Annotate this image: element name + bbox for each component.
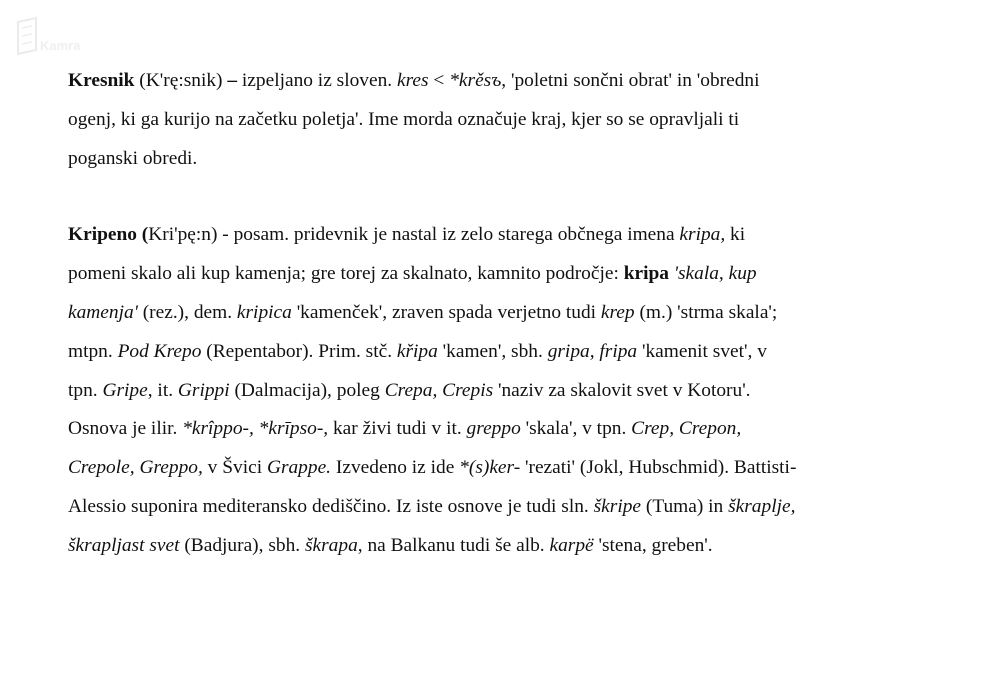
italic-run: 'skala, kup xyxy=(673,263,757,285)
entry-kripeno xyxy=(68,216,928,565)
text-run: (Dalmacija), poleg xyxy=(229,379,385,401)
bold-run: Kresnik xyxy=(68,70,135,91)
italic-run: škripe xyxy=(593,495,642,517)
text-run: izpeljano iz sloven. xyxy=(237,70,397,91)
italic-run: greppo xyxy=(466,418,521,440)
text-run: ki xyxy=(725,224,746,246)
text-line xyxy=(68,140,928,179)
text-run: Alessio suponira mediteransko dediščino. Iz iste osnove je tudi sln. xyxy=(68,495,594,517)
text-line xyxy=(68,255,928,294)
text-line xyxy=(68,527,928,566)
text-run: (Badjura), sbh. xyxy=(179,534,305,556)
text-run: , na Balkanu tudi še alb. xyxy=(357,534,550,556)
italic-run: škrapljast svet xyxy=(68,534,180,556)
italic-run: kripica xyxy=(236,301,292,323)
text-line xyxy=(68,372,928,411)
bold-run: Kripeno ( xyxy=(68,224,149,246)
italic-run: Crepole, Greppo, xyxy=(68,457,203,479)
italic-run: Grippi xyxy=(177,379,230,401)
text-line xyxy=(68,333,928,372)
text-run: 'rezati' (Jokl, Hubschmid). Battisti- xyxy=(520,457,797,479)
text-run: 'naziv za skalovit svet v Kotoru'. xyxy=(493,379,751,401)
italic-run: karpë xyxy=(549,534,594,556)
text-run: Kri'pę:n) - posam. pridevnik je nastal iz zelo starega občnega imena xyxy=(148,224,680,246)
text-run: pomeni skalo ali kup kamenja; gre torej za skalnato, kamnito področje: xyxy=(68,263,624,285)
text-run: kar živi tudi v it. xyxy=(328,418,467,440)
italic-run: Grappe. xyxy=(266,457,332,479)
text-line xyxy=(68,488,928,527)
entry-kresnik xyxy=(68,62,928,178)
text-run: Izvedeno iz ide xyxy=(331,457,460,479)
document-page xyxy=(68,62,928,566)
italic-run: *krîppo-, *krīpso-, xyxy=(182,418,329,440)
italic-run: kripa, xyxy=(679,224,726,246)
italic-run: Gripe xyxy=(102,379,148,401)
text-run: ogenj, ki ga kurijo na začetku poletja'. Ime morda označuje kraj, kjer so se opravljali ti xyxy=(68,108,740,130)
italic-run: kamenja' xyxy=(68,301,138,323)
text-line xyxy=(68,62,928,101)
italic-run: Crep, Crepon, xyxy=(631,418,742,440)
text-run: Osnova je ilir. xyxy=(68,418,183,440)
text-run: (K'rę:snik) xyxy=(134,70,228,91)
italic-run: škrapa xyxy=(304,534,358,556)
italic-run: *(s)ker- xyxy=(459,457,521,479)
bold-run: kripa xyxy=(623,263,669,285)
italic-run: křipa xyxy=(396,340,438,362)
text-run: (rez.), dem. xyxy=(137,301,237,323)
text-run: (m.) 'strma skala'; xyxy=(634,301,778,323)
text-run: tpn. xyxy=(68,379,103,401)
text-run: < xyxy=(428,70,450,91)
italic-run: kres xyxy=(396,70,429,91)
italic-run: škraplje, xyxy=(728,495,796,517)
text-run: 'skala', v tpn. xyxy=(520,418,632,440)
italic-run: Pod Krepo xyxy=(117,340,202,362)
bold-run: – xyxy=(227,70,238,91)
italic-run: krep xyxy=(600,301,635,323)
text-line xyxy=(68,294,928,333)
text-run: 'stena, greben'. xyxy=(593,534,713,556)
text-line xyxy=(68,101,928,140)
text-run: poganski obredi. xyxy=(68,147,198,169)
text-run: , it. xyxy=(147,379,178,401)
text-line xyxy=(68,216,928,255)
text-run: 'kamenit svet', v xyxy=(637,340,767,362)
text-line xyxy=(68,410,928,449)
text-run: 'kamenček', zraven spada verjetno tudi xyxy=(291,301,601,323)
text-run: 'kamen', sbh. xyxy=(437,340,548,362)
watermark-text: Kamra xyxy=(40,38,81,53)
text-run: , 'poletni sončni obrat' in 'obredni xyxy=(501,70,760,91)
text-run: (Repentabor). Prim. stč. xyxy=(201,340,397,362)
text-run: v Švici xyxy=(202,457,267,479)
italic-run: Crepa, Crepis xyxy=(384,379,494,401)
text-run: (Tuma) in xyxy=(641,495,729,517)
text-run: mtpn. xyxy=(68,340,118,362)
italic-run: gripa, fripa xyxy=(547,340,638,362)
text-line xyxy=(68,449,928,488)
watermark-logo xyxy=(14,14,114,60)
italic-run: *krěsъ xyxy=(449,70,502,91)
logo-icon xyxy=(14,14,114,60)
